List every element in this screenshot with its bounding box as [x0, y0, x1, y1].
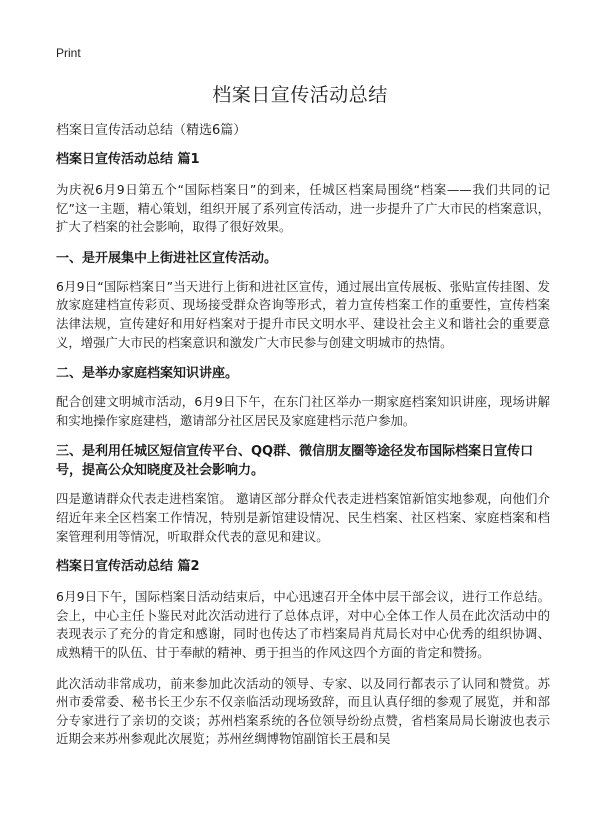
- section-1-body: 6月9日“国际档案日”当天进行上街和进社区宣传，通过展出宣传展板、张贴宣传挂图、发放家庭建档宣传彩页、现场接受群众咨询等形式，着力宣传档案工作的重要性，宣传档案法律法规，宣传建好和用好档案对于提升市民文明水平、建设社会主义和谐社会的重要意义，增强广大市民的档案意识和激发广大市民参与创建文明城市的热情。: [56, 278, 550, 350]
- print-link[interactable]: Print: [56, 46, 81, 60]
- page-title: 档案日宣传活动总结: [212, 84, 388, 106]
- article-1-heading: 档案日宣传活动总结 篇1: [56, 152, 200, 167]
- section-3-body: 四是邀请群众代表走进档案馆。 邀请区部分群众代表走进档案馆新馆实地参观，向他们介绍近年来全区档案工作情况，特别是新馆建设情况、民生档案、社区档案、家庭档案和档案管理利用等情况，听取群众代表的意见和建议。: [56, 491, 550, 544]
- section-2-heading: 二、是举办家庭档案知识讲座。: [56, 366, 239, 382]
- article-2-paragraph-2: 此次活动非常成功，前来参加此次活动的领导、专家、以及同行都表示了认同和赞赏。苏州市委常委、秘书长王少东不仅亲临活动现场致辞，而且认真仔细的参观了展览，并和部分专家进行了亲切的交谈；苏州档案系统的各位领导纷纷点赞，省档案局局长谢波也表示近期会来苏州参观此次展览；苏州丝绸博物馆副馆长王晨和吴: [56, 675, 550, 747]
- article-2-heading: 档案日宣传活动总结 篇2: [56, 559, 200, 575]
- section-1-heading: 一、是开展集中上街进社区宣传活动。: [56, 250, 278, 266]
- article-1-intro: 为庆祝6月9日第五个“国际档案日”的到来，任城区档案局围绕“档案——我们共同的记忆”这一主题，精心策划，组织开展了系列宣传活动，进一步提升了广大市民的档案意识，扩大了档案的社会影响，取得了很好效果。: [56, 182, 550, 235]
- article-2-paragraph-1: 6月9日下午，国际档案日活动结束后，中心迅速召开全体中层干部会议，进行工作总结。会上，中心主任卜鉴民对此次活动进行了总体点评，对中心全体工作人员在此次活动中的表现表示了充分的肯定和感谢，同时也传达了市档案局肖芃局长对中心优秀的组织协调、成熟精干的队伍、甘于奉献的精神、勇于担当的作风这四个方面的肯定和赞扬。: [56, 589, 550, 660]
- section-3-heading: 三、是利用任城区短信宣传平台、QQ群、微信朋友圈等途径发布国际档案日宣传口号，提高公众知晓度及社会影响力。: [56, 444, 534, 479]
- section-2-body: 配合创建文明城市活动，6月9日下午，在东门社区举办一期家庭档案知识讲座，现场讲解和实地操作家庭建档，邀请部分社区居民及家庭建档示范户参加。: [56, 394, 550, 428]
- document-subtitle: 档案日宣传活动总结（精选6篇）: [56, 123, 247, 138]
- document-body: [56, 122, 550, 761]
